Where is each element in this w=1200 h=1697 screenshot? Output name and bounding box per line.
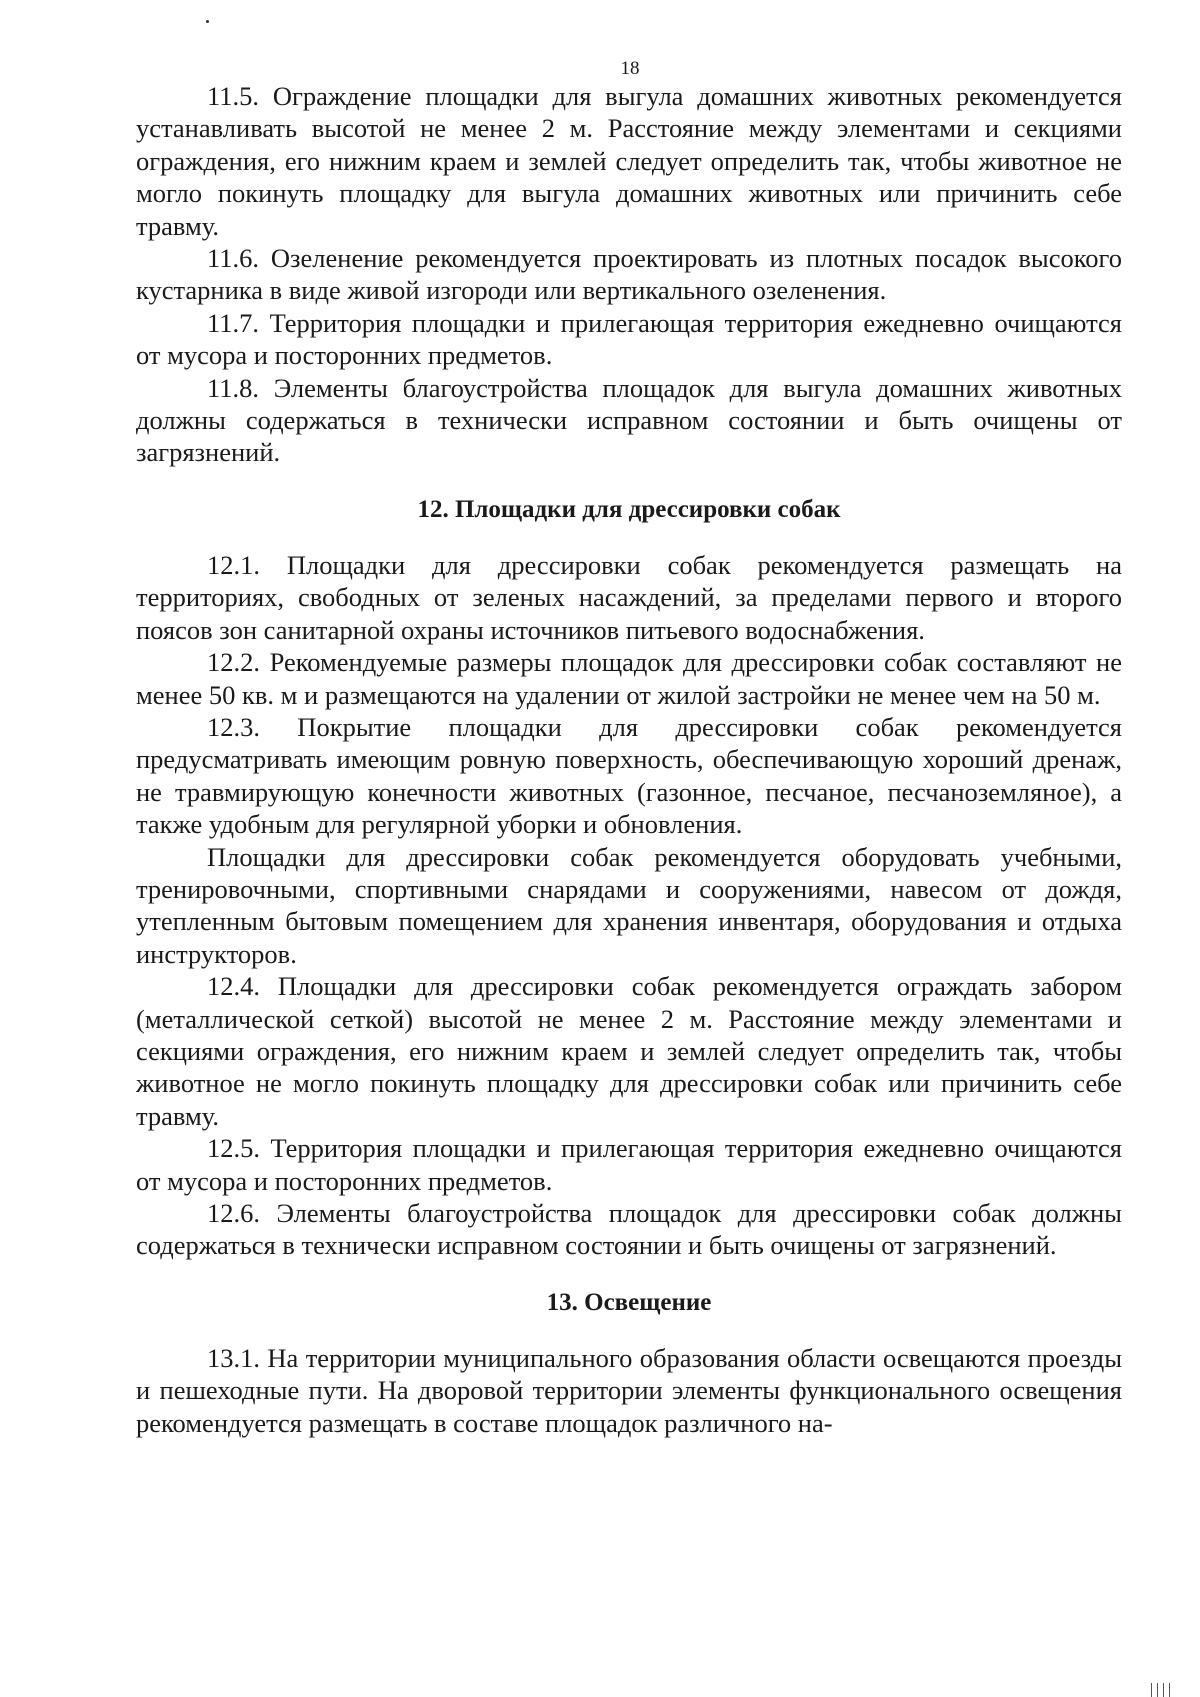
page-content xyxy=(136,80,1122,1439)
paragraph-12-1: 12.1. Площадки для дрессировки собак рекомендуется размещать на территориях, свободных от зеленых насаждений, за пределами первого и второго поясов зон санитарной охраны источников питьевого водоснабжения. xyxy=(136,549,1122,645)
paragraph-11-7: 11.7. Территория площадки и прилегающая территория ежедневно очищаются от мусора и посторонних предметов. xyxy=(136,307,1122,371)
page-number: 18 xyxy=(620,58,640,79)
paragraph-12-6: 12.6. Элементы благоустройства площадок для дрессировки собак должны содержаться в технически исправном состоянии и быть очищены от загрязнений. xyxy=(136,1198,1122,1261)
section-12-heading: 12. Площадки для дрессировки собак xyxy=(417,495,841,523)
paragraph-12-2: 12.2. Рекомендуемые размеры площадок для дрессировки собак составляют не менее 50 кв. м и размещаются на удалении от жилой застройки не менее чем на 50 м. xyxy=(136,647,1122,710)
paragraph-12-3: 12.3. Покрытие площадки для дрессировки собак рекомендуется предусматривать имеющим ровную поверхность, обеспечивающую хороший дренаж, не травмирующую конечности животных (газонное, песчаное, песчаноземляное), а также удобным для регулярной уборки и обновления. xyxy=(136,711,1122,840)
paragraph-11-5: 11.5. Ограждение площадки для выгула домашних животных рекомендуется устанавливать высотой не менее 2 м. Расстояние между элементами и секциями ограждения, его нижним краем и землей следует определить так, чтобы животное не могло покинуть площадку для выгула домашних животных или причинить себе травму. xyxy=(136,81,1122,241)
paragraph-12-3-continued: Площадки для дрессировки собак рекомендуется оборудовать учебными, тренировочными, спортивными снарядами и сооружениями, навесом от дождя, утепленным бытовым помещением для хранения инвентаря, оборудования и отдыха инструкторов. xyxy=(136,841,1122,969)
paragraph-12-4: 12.4. Площадки для дрессировки собак рекомендуется ограждать забором (металлической сеткой) высотой не менее 2 м. Расстояние между элементами и секциями ограждения, его нижним краем и землей следует определить так, чтобы животное не могло покинуть площадку для дрессировки собак или причинить себе травму. xyxy=(136,971,1122,1131)
paragraph-13-1: 13.1. На территории муниципального образования области освещаются проезды и пешеходные пути. На дворовой территории элементы функционального освещения рекомендуется размещать в составе площадок различного на- xyxy=(136,1342,1122,1438)
section-13-heading: 13. Освещение xyxy=(546,1288,712,1316)
paragraph-11-8: 11.8. Элементы благоустройства площадок для выгула домашних животных должны содержаться в технически исправном состоянии и быть очищены от загрязнений. xyxy=(136,372,1122,468)
paragraph-12-5: 12.5. Территория площадки и прилегающая территория ежедневно очищаются от мусора и посторонних предметов. xyxy=(136,1133,1122,1196)
scan-edge-marks xyxy=(1110,1683,1170,1697)
scan-speck xyxy=(206,20,209,23)
paragraph-11-6: 11.6. Озеленение рекомендуется проектировать из плотных посадок высокого кустарника в виде живой изгороди или вертикального озеленения. xyxy=(136,243,1122,306)
